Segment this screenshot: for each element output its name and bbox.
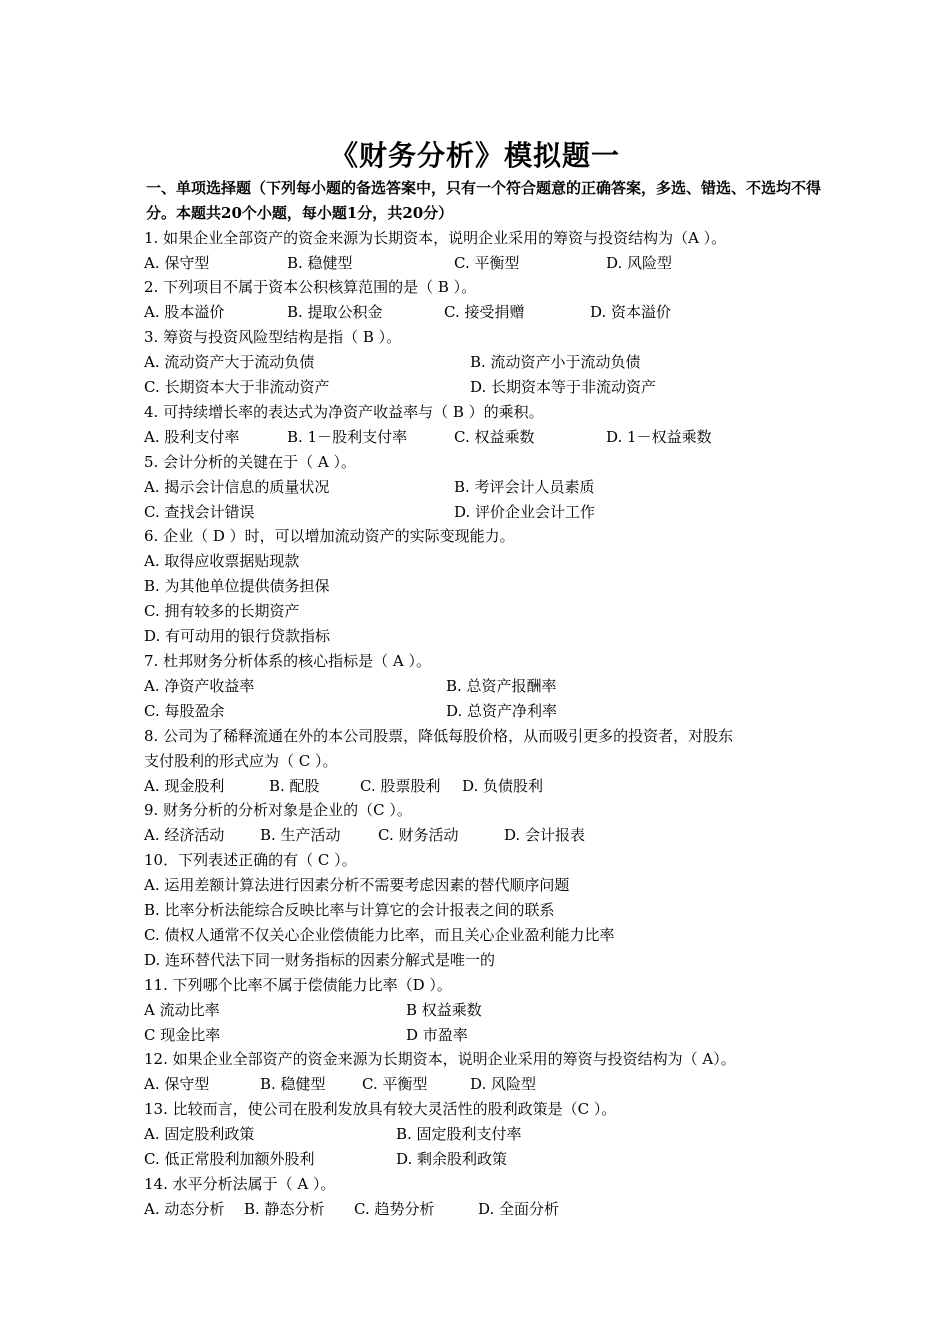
question-13-option-c: C. 低正常股利加额外股利 [144,1150,315,1168]
question-13-stem: 13. 比较而言，使公司在股利发放具有较大灵活性的股利政策是（C ）。 [144,1100,617,1118]
question-10-option-c: C. 债权人通常不仅关心企业偿债能力比率，而且关心企业盈利能力比率 [144,926,615,944]
question-1-option-d: D. 风险型 [606,254,673,272]
question-12-option-b: B. 稳健型 [260,1075,326,1093]
document-title: 《财务分析》模拟题一 [329,139,620,172]
question-7-option-c: C. 每股盈余 [144,702,225,720]
question-11-option-b: B 权益乘数 [406,1001,482,1019]
question-10-option-d: D. 连环替代法下同一财务指标的因素分解式是唯一的 [144,951,496,969]
question-12-option-c: C. 平衡型 [362,1075,428,1093]
question-3-stem: 3. 筹资与投资风险型结构是指（ B ）。 [144,328,402,346]
question-1-option-c: C. 平衡型 [454,254,520,272]
question-6-stem: 6. 企业（ D ）时，可以增加流动资产的实际变现能力。 [144,527,515,545]
question-12-option-a: A. 保守型 [144,1075,210,1093]
question-9-option-a: A. 经济活动 [144,826,225,844]
question-11-stem: 11. 下列哪个比率不属于偿债能力比率（D ）。 [144,976,452,994]
question-10-option-a: A. 运用差额计算法进行因素分析不需要考虑因素的替代顺序问题 [144,876,570,894]
question-4-option-a: A. 股利支付率 [144,428,240,446]
question-11-option-c: C 现金比率 [144,1026,221,1044]
question-9-option-d: D. 会计报表 [504,826,586,844]
question-6-option-b: B. 为其他单位提供债务担保 [144,577,330,595]
question-14-option-d: D. 全面分析 [478,1200,560,1218]
question-5-option-b: B. 考评会计人员素质 [454,478,595,496]
question-4-option-b: B. 1－股利支付率 [287,428,408,446]
question-1-option-a: A. 保守型 [144,254,210,272]
question-10-option-b: B. 比率分析法能综合反映比率与计算它的会计报表之间的联系 [144,901,555,919]
question-7-option-d: D. 总资产净利率 [446,702,558,720]
question-13-option-a: A. 固定股利政策 [144,1125,255,1143]
question-13-option-d: D. 剩余股利政策 [396,1150,508,1168]
question-10-stem: 10．下列表述正确的有（ C ）。 [144,851,357,869]
question-4-option-d: D. 1－权益乘数 [606,428,712,446]
section-header: 一、单项选择题（下列每小题的备选答案中，只有一个符合题意的正确答案，多选、错选、不选均不得分。本题共20个小题，每小题1分，共20分） [146,179,822,222]
question-2-option-b: B. 提取公积金 [287,303,383,321]
question-5-option-c: C. 查找会计错误 [144,503,255,521]
question-11-option-a: A 流动比率 [144,1001,220,1019]
question-9-stem: 9. 财务分析的分析对象是企业的（C ）。 [144,801,412,819]
question-7-option-b: B. 总资产报酬率 [446,677,557,695]
question-5-stem: 5. 会计分析的关键在于（ A ）。 [144,453,356,471]
question-4-stem: 4. 可持续增长率的表达式为净资产收益率与（ B ）的乘积。 [144,403,544,421]
question-6-option-c: C. 拥有较多的长期资产 [144,602,300,620]
question-8-option-d: D. 负债股利 [462,777,544,795]
question-8-option-c: C. 股票股利 [360,777,441,795]
question-12-option-d: D. 风险型 [470,1075,537,1093]
question-6-option-a: A. 取得应收票据贴现款 [144,552,300,570]
question-5-option-d: D. 评价企业会计工作 [454,503,596,521]
question-8-stem-line-2: 支付股利的形式应为（ C ）。 [144,752,338,770]
question-7-stem: 7. 杜邦财务分析体系的核心指标是（ A ）。 [144,652,431,670]
question-14-option-c: C. 趋势分析 [354,1200,435,1218]
question-8-option-b: B. 配股 [269,777,320,795]
question-2-option-d: D. 资本溢价 [590,303,672,321]
question-13-option-b: B. 固定股利支付率 [396,1125,522,1143]
question-9-option-b: B. 生产活动 [260,826,341,844]
question-1-stem: 1. 如果企业全部资产的资金来源为长期资本，说明企业采用的筹资与投资结构为（A ）。 [144,229,727,247]
question-14-stem: 14. 水平分析法属于（ A ）。 [144,1175,336,1193]
question-3-option-b: B. 流动资产小于流动负债 [470,353,641,371]
question-9-option-c: C. 财务活动 [378,826,459,844]
question-5-option-a: A. 揭示会计信息的质量状况 [144,478,330,496]
question-2-option-c: C. 接受捐赠 [444,303,525,321]
question-3-option-d: D. 长期资本等于非流动资产 [470,378,657,396]
question-2-stem: 2. 下列项目不属于资本公积核算范围的是（ B ）。 [144,278,477,296]
question-6-option-d: D. 有可动用的银行贷款指标 [144,627,331,645]
question-14-option-a: A. 动态分析 [144,1200,225,1218]
question-8-option-a: A. 现金股利 [144,777,225,795]
question-8-stem-line-1: 8. 公司为了稀释流通在外的本公司股票，降低每股价格，从而吸引更多的投资者，对股东 [144,727,734,745]
question-2-option-a: A. 股本溢价 [144,303,225,321]
question-3-option-c: C. 长期资本大于非流动资产 [144,378,330,396]
question-1-option-b: B. 稳健型 [287,254,353,272]
question-14-option-b: B. 静态分析 [244,1200,325,1218]
question-11-option-d: D 市盈率 [406,1026,468,1044]
question-7-option-a: A. 净资产收益率 [144,677,255,695]
question-12-stem: 12. 如果企业全部资产的资金来源为长期资本，说明企业采用的筹资与投资结构为（ A）。 [144,1050,736,1068]
question-3-option-a: A. 流动资产大于流动负债 [144,353,315,371]
question-4-option-c: C. 权益乘数 [454,428,535,446]
